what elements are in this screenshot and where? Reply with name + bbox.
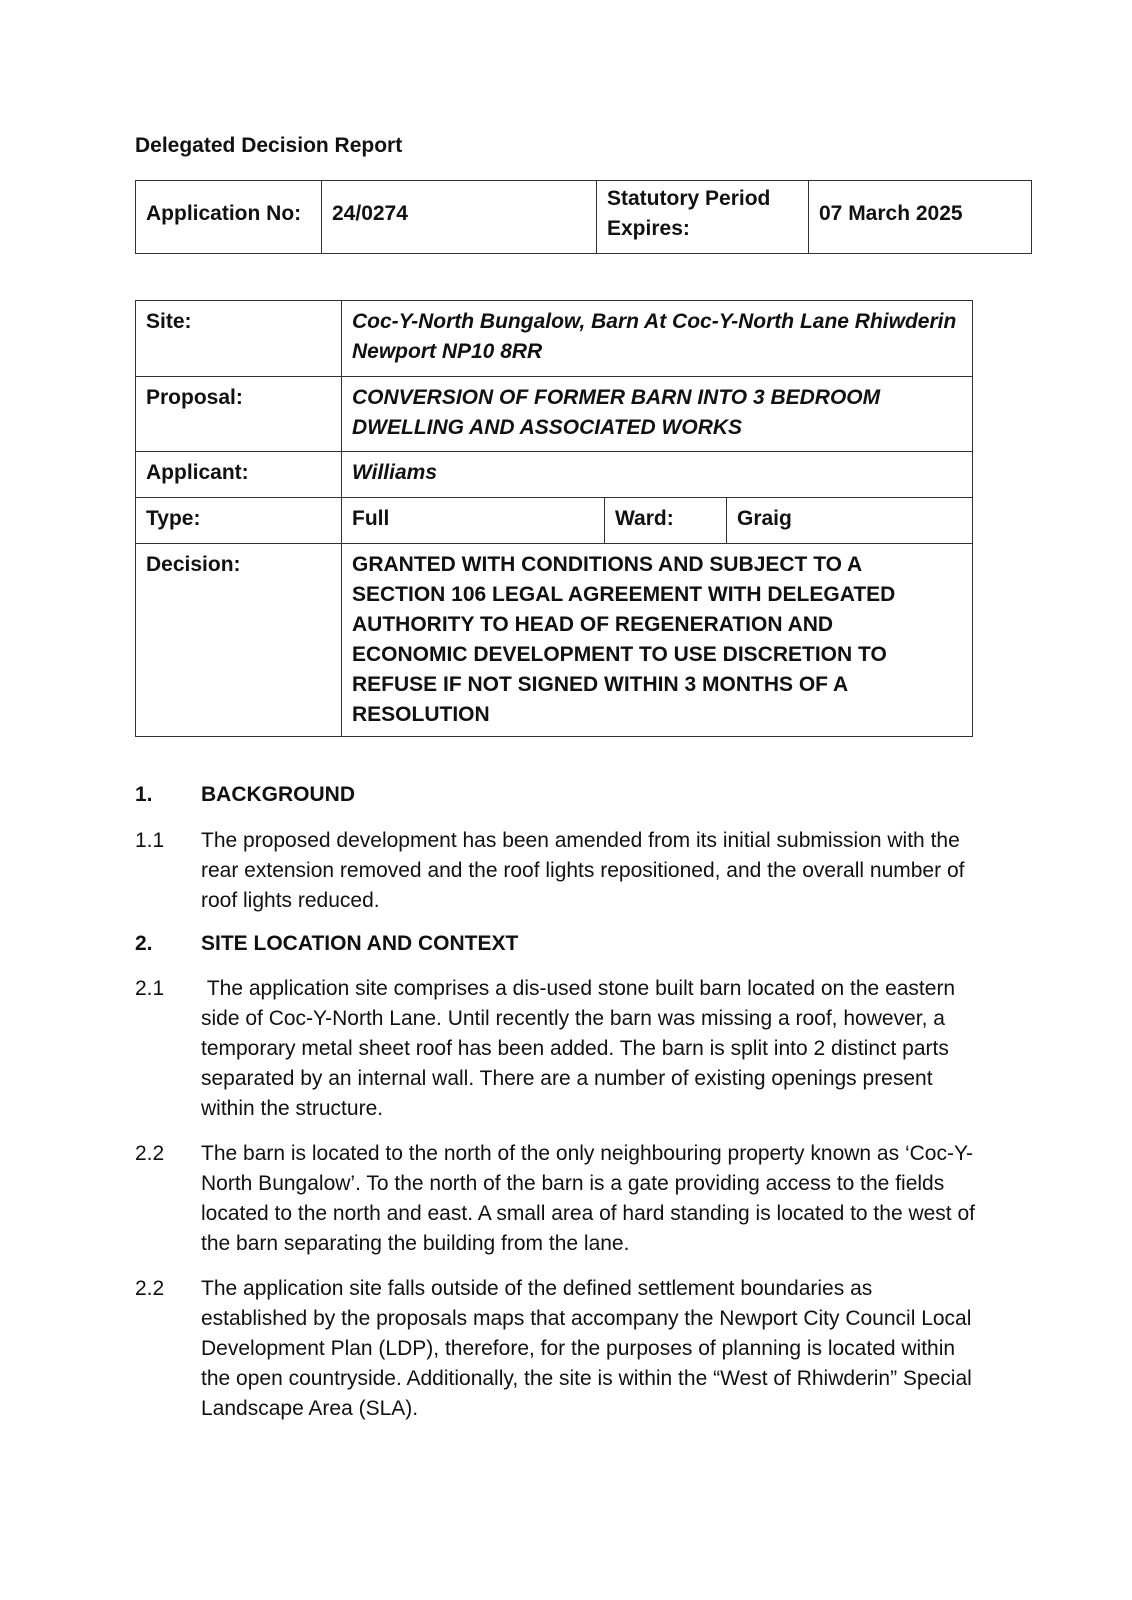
- application-no-label: Application No:: [136, 181, 322, 254]
- paragraph: [135, 826, 980, 916]
- ward-value: Graig: [727, 498, 973, 544]
- section-number: 1.: [135, 783, 153, 806]
- applicant-value: Williams: [342, 452, 973, 498]
- section-title: SITE LOCATION AND CONTEXT: [201, 932, 519, 955]
- section-heading: [135, 780, 980, 810]
- paragraph-text: The application site comprises a dis-used stone built barn located on the eastern side of Coc-Y-North Lane. Until recently the barn was missing a roof, however, a temporary metal sheet roof has been added. The barn is split into 2 distinct parts separated by an internal wall. There are a number of existing openings present within the structure.: [201, 977, 961, 1120]
- paragraph-number: 1.1: [135, 829, 165, 852]
- paragraph-text: The proposed development has been amended from its initial submission with the rear extension removed and the roof lights repositioned, and the overall number of roof lights reduced.: [201, 829, 965, 912]
- decision-label: Decision:: [136, 544, 342, 737]
- paragraph-text: The application site falls outside of the defined settlement boundaries as established by the proposals maps that accompany the Newport City Council Local Development Plan (LDP), therefore, for the purposes of planning is located within the open countryside. Additionally, the site is within the “West of Rhiwderin” Special Landscape Area (SLA).: [201, 1277, 972, 1420]
- applicant-label: Applicant:: [136, 452, 342, 498]
- proposal-label: Proposal:: [136, 377, 342, 452]
- type-label: Type:: [136, 498, 342, 544]
- ward-label: Ward:: [605, 498, 727, 544]
- paragraph: [135, 974, 980, 1124]
- section-site-location: [135, 929, 980, 1424]
- site-value: Coc-Y-North Bungalow, Barn At Coc-Y-North Lane Rhiwderin Newport NP10 8RR: [342, 301, 973, 377]
- application-details-table: [135, 300, 973, 737]
- paragraph-number: 2.2: [135, 1142, 165, 1165]
- report-title: Delegated Decision Report: [135, 134, 403, 157]
- section-title: BACKGROUND: [201, 783, 355, 806]
- paragraph-text: The barn is located to the north of the only neighbouring property known as ‘Coc-Y-North Bungalow’. To the north of the barn is a gate providing access to the fields located to the north and east. A small area of hard standing is located to the west of the barn separating the building from the lane.: [201, 1142, 975, 1255]
- section-background: [135, 780, 980, 916]
- paragraph: [135, 1139, 980, 1259]
- statutory-period-date: 07 March 2025: [809, 181, 1032, 254]
- decision-value: GRANTED WITH CONDITIONS AND SUBJECT TO A SECTION 106 LEGAL AGREEMENT WITH DELEGATED AUTHORITY TO HEAD OF REGENERATION AND ECONOMIC DEVELOPMENT TO USE DISCRETION TO REFUSE IF NOT SIGNED WITHIN 3 MONTHS OF A RESOLUTION: [342, 544, 973, 737]
- paragraph-number: 2.2: [135, 1277, 165, 1300]
- site-label: Site:: [136, 301, 342, 377]
- paragraph-number: 2.1: [135, 977, 165, 1000]
- type-value: Full: [342, 498, 605, 544]
- statutory-period-label: Statutory Period Expires:: [597, 181, 809, 254]
- application-summary-table: [135, 180, 1032, 254]
- section-number: 2.: [135, 932, 153, 955]
- paragraph: [135, 1274, 980, 1424]
- proposal-value: CONVERSION OF FORMER BARN INTO 3 BEDROOM DWELLING AND ASSOCIATED WORKS: [342, 377, 973, 452]
- section-heading: [135, 929, 980, 959]
- application-no: 24/0274: [322, 181, 597, 254]
